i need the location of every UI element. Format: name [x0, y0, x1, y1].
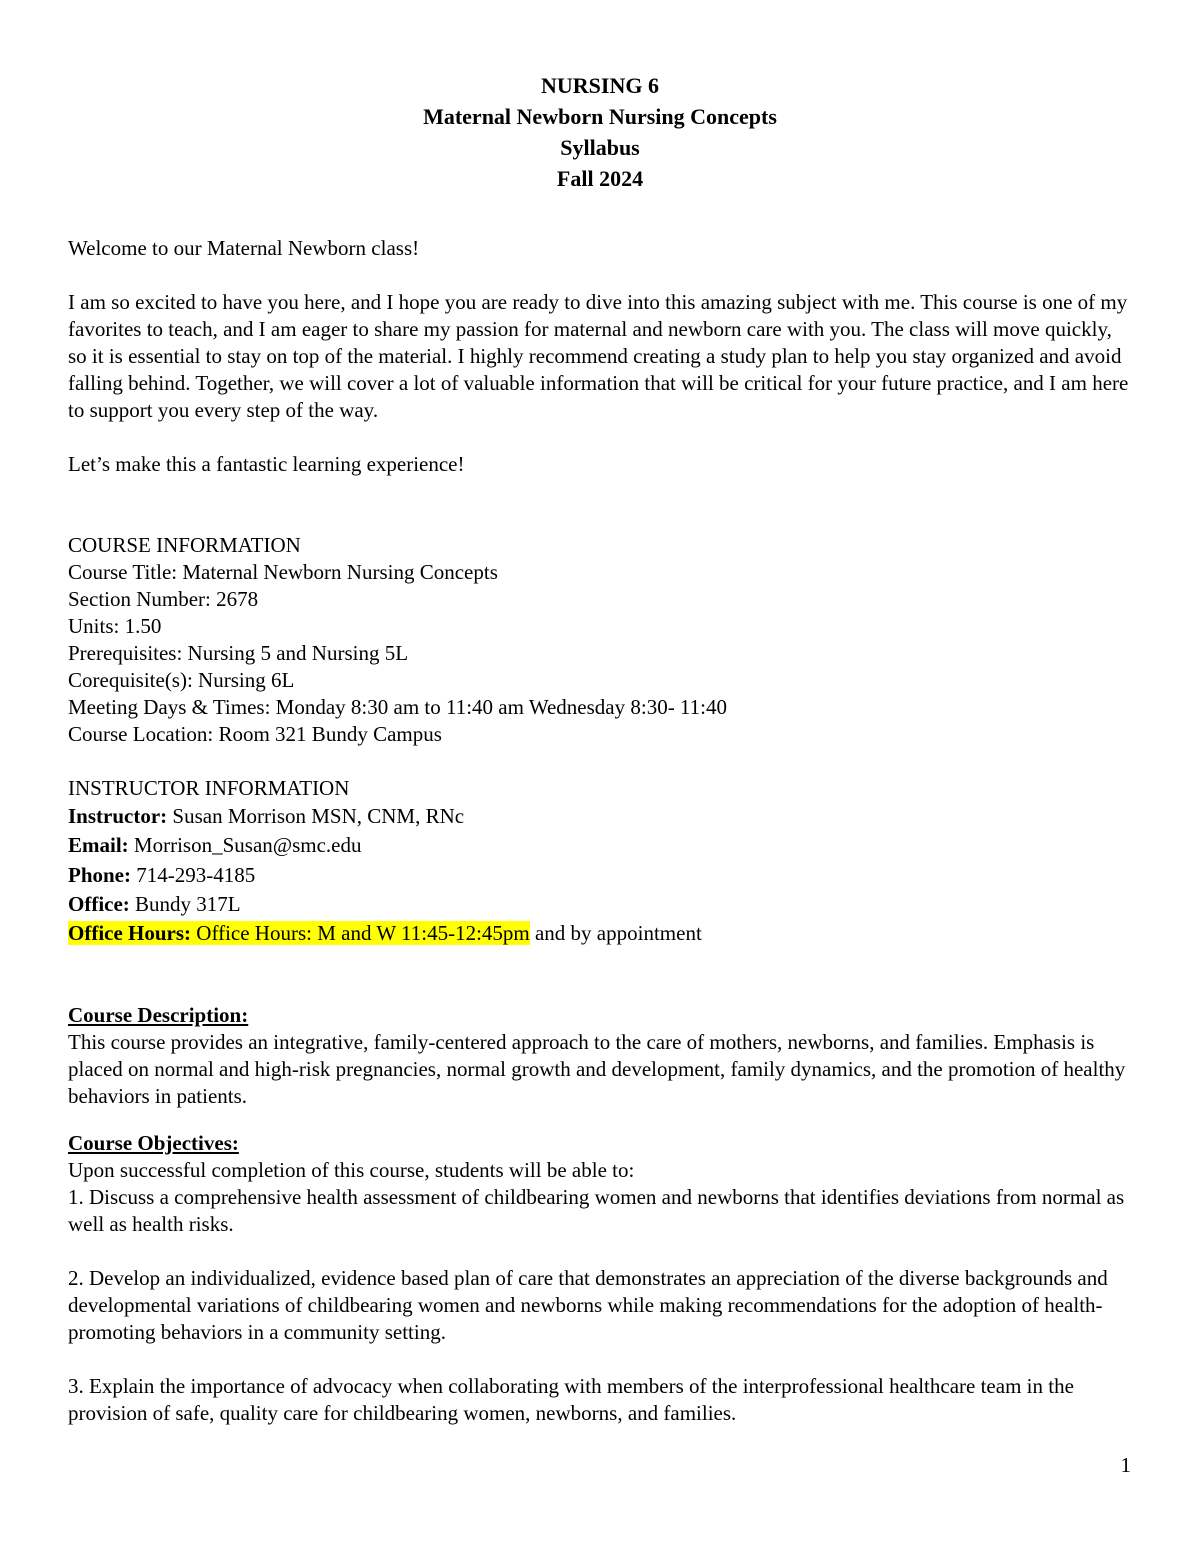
course-description-text: This course provides an integrative, family-centered approach to the care of mothers, newborns, and families. Emphasis is placed on normal and high-risk pregnancies, normal growth and development, family dynamics, and the promotion of healthy behaviors in patients. [68, 1030, 1126, 1109]
term-title: Fall 2024 [556, 166, 644, 191]
document-title-block [68, 70, 1132, 194]
phone-item [68, 861, 1132, 890]
phone-value: 714-293-4185 [131, 862, 256, 887]
course-information-section [68, 532, 1132, 748]
objective-item: 2. Develop an individualized, evidence based plan of care that demonstrates an appreciation of the diverse backgrounds and developmental variations of childbearing women and newborns while making recommendations for the adoption of health-promoting behaviors in a community setting. [68, 1266, 1108, 1345]
page-number: 1 [1120, 1453, 1131, 1477]
office-hours-suffix: and by appointment [529, 921, 702, 946]
course-name-title: Maternal Newborn Nursing Concepts [423, 104, 777, 129]
course-objectives-section [68, 1130, 1132, 1427]
units-item: Units: 1.50 [68, 614, 162, 638]
course-description-section [68, 1002, 1132, 1110]
office-hours-item [68, 919, 1132, 948]
office-hours-highlight [68, 921, 530, 945]
email-label: Email: [68, 833, 129, 858]
course-information-list [68, 559, 1132, 748]
instructor-information-heading: INSTRUCTOR INFORMATION [68, 776, 350, 800]
course-title-item: Course Title: Maternal Newborn Nursing Concepts [68, 560, 498, 584]
office-item [68, 890, 1132, 919]
objective-item: 3. Explain the importance of advocacy when collaborating with members of the interprofessional healthcare team in the provision of safe, quality care for childbearing women, newborns, and families. [68, 1374, 1074, 1426]
closing-text: Let’s make this a fantastic learning experience! [68, 452, 465, 476]
course-objectives-lead: Upon successful completion of this course, students will be able to: [68, 1158, 635, 1183]
course-information-heading: COURSE INFORMATION [68, 533, 301, 557]
instructor-label: Instructor: [68, 804, 168, 828]
section-number-item: Section Number: 2678 [68, 587, 259, 611]
instructor-item [68, 802, 1132, 831]
instructor-information-section [68, 775, 1132, 948]
course-location-item: Course Location: Room 321 Bundy Campus [68, 722, 442, 746]
course-objectives-heading: Course Objectives: [68, 1131, 239, 1156]
objective-item: 1. Discuss a comprehensive health assessment of childbearing women and newborns that identifies deviations from normal as well as health risks. [68, 1185, 1125, 1237]
corequisites-item: Corequisite(s): Nursing 6L [68, 668, 295, 692]
document-type-title: Syllabus [560, 135, 640, 160]
office-hours-label: Office Hours: [68, 921, 192, 946]
course-description-heading: Course Description: [68, 1003, 249, 1028]
prerequisites-item: Prerequisites: Nursing 5 and Nursing 5L [68, 641, 409, 665]
syllabus-page [68, 70, 1132, 1454]
course-code-title: NURSING 6 [541, 73, 659, 98]
intro-paragraph: I am so excited to have you here, and I hope you are ready to dive into this amazing subject with me. This course is one of my favorites to teach, and I am eager to share my passion for maternal and newborn care with you. The class will move quickly, so it is essential to stay on top of the material. I highly recommend creating a study plan to help you stay organized and avoid falling behind. Together, we will cover a lot of valuable information that will be critical for your future practice, and I am here to support you every step of the way. [68, 290, 1129, 422]
instructor-information-list [68, 802, 1132, 948]
email-item [68, 831, 1132, 860]
meeting-times-item: Meeting Days & Times: Monday 8:30 am to 11:40 am Wednesday 8:30- 11:40 [68, 695, 727, 719]
email-value: Morrison_Susan@smc.edu [128, 833, 362, 858]
instructor-value: Susan Morrison MSN, CNM, RNc [167, 804, 465, 828]
office-hours-value: Office Hours: M and W 11:45-12:45pm [191, 921, 530, 946]
phone-label: Phone: [68, 862, 131, 887]
welcome-text: Welcome to our Maternal Newborn class! [68, 236, 420, 260]
office-label: Office: [68, 891, 130, 916]
office-value: Bundy 317L [129, 891, 241, 916]
